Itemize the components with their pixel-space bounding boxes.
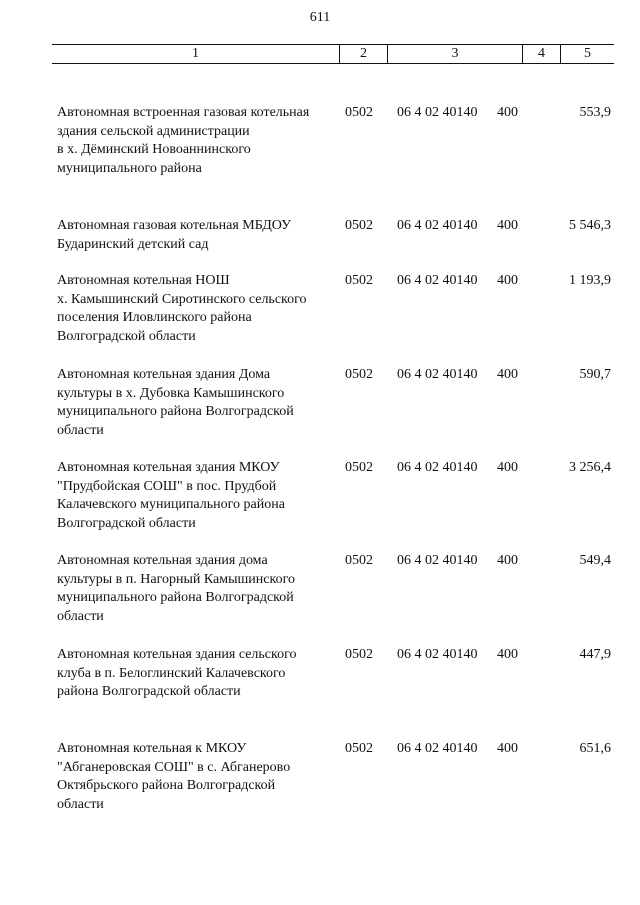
row-amount: 553,9 xyxy=(579,105,611,120)
description-line: клуба в п. Белоглинский Калачевского xyxy=(57,665,286,681)
description-line: области xyxy=(57,422,104,438)
row-code: 0502 xyxy=(345,367,373,382)
row-description xyxy=(57,272,342,346)
description-line: Автономная котельная здания сельского xyxy=(57,647,297,662)
description-line: Автономная газовая котельная МБДОУ xyxy=(57,218,292,233)
row-description xyxy=(57,104,342,178)
row-target: 06 4 02 40140 xyxy=(397,218,478,233)
description-line: "Абганеровская СОШ" в с. Абганерово xyxy=(57,759,291,775)
row-target: 06 4 02 40140 xyxy=(397,741,478,756)
description-line: Автономная котельная здания МКОУ xyxy=(57,460,280,475)
row-description xyxy=(57,366,342,440)
row-type: 400 xyxy=(497,367,518,382)
row-type: 400 xyxy=(497,647,518,662)
header-col-5: 5 xyxy=(584,46,591,61)
row-description xyxy=(57,740,342,814)
description-line: Октябрьского района Волгоградской xyxy=(57,778,276,793)
row-description xyxy=(57,217,342,254)
header-col-4: 4 xyxy=(523,45,561,63)
row-amount: 3 256,4 xyxy=(569,460,611,475)
description-line: Бударинский детский сад xyxy=(57,236,209,252)
table-header xyxy=(52,44,614,64)
description-line: района Волгоградской области xyxy=(57,684,241,699)
row-type: 400 xyxy=(497,105,518,120)
description-line: в х. Дёминский Новоаннинского xyxy=(57,142,251,157)
row-description xyxy=(57,552,342,626)
description-line: Автономная котельная здания Дома xyxy=(57,367,271,382)
row-target: 06 4 02 40140 xyxy=(397,367,478,382)
description-line: Калачевского муниципального района xyxy=(57,497,285,512)
row-code: 0502 xyxy=(345,218,373,233)
description-line: Автономная встроенная газовая котельная xyxy=(57,105,310,120)
header-col-2: 2 xyxy=(340,45,388,63)
row-target: 06 4 02 40140 xyxy=(397,273,478,288)
description-line: муниципального района xyxy=(57,160,202,176)
description-line: х. Камышинский Сиротинского сельского xyxy=(57,291,307,307)
description-line: Волгоградской области xyxy=(57,515,196,531)
description-line: Волгоградской области xyxy=(57,328,196,344)
description-line: Автономная котельная к МКОУ xyxy=(57,741,247,756)
row-target: 06 4 02 40140 xyxy=(397,647,478,662)
description-line: поселения Иловлинского района xyxy=(57,310,252,325)
description-line: области xyxy=(57,796,104,812)
row-target: 06 4 02 40140 xyxy=(397,553,478,568)
row-amount: 651,6 xyxy=(579,741,611,756)
row-target: 06 4 02 40140 xyxy=(397,105,478,120)
description-line: муниципального района Волгоградской xyxy=(57,404,294,419)
description-line: Автономная котельная здания дома xyxy=(57,553,268,568)
row-description xyxy=(57,646,342,702)
row-code: 0502 xyxy=(345,105,373,120)
description-line: культуры в х. Дубовка Камышинского xyxy=(57,385,285,401)
row-code: 0502 xyxy=(345,647,373,662)
page-number: 611 xyxy=(309,10,331,25)
description-line: Автономная котельная НОШ xyxy=(57,273,230,288)
row-code: 0502 xyxy=(345,273,373,288)
row-type: 400 xyxy=(497,218,518,233)
row-amount: 1 193,9 xyxy=(569,273,611,288)
description-line: "Прудбойская СОШ" в пос. Прудбой xyxy=(57,478,277,494)
row-description xyxy=(57,459,342,533)
description-line: здания сельской администрации xyxy=(57,123,250,139)
row-amount: 447,9 xyxy=(579,647,611,662)
row-amount: 590,7 xyxy=(579,367,611,382)
row-target: 06 4 02 40140 xyxy=(397,460,478,475)
row-type: 400 xyxy=(497,741,518,756)
description-line: муниципального района Волгоградской xyxy=(57,590,294,605)
description-line: области xyxy=(57,608,104,624)
row-type: 400 xyxy=(497,460,518,475)
header-col-3: 3 xyxy=(388,45,523,63)
row-type: 400 xyxy=(497,553,518,568)
header-col-1: 1 xyxy=(52,45,340,63)
row-code: 0502 xyxy=(345,741,373,756)
row-type: 400 xyxy=(497,273,518,288)
row-amount: 549,4 xyxy=(579,553,611,568)
row-code: 0502 xyxy=(345,460,373,475)
row-amount: 5 546,3 xyxy=(569,218,611,233)
row-code: 0502 xyxy=(345,553,373,568)
description-line: культуры в п. Нагорный Камышинского xyxy=(57,571,295,587)
